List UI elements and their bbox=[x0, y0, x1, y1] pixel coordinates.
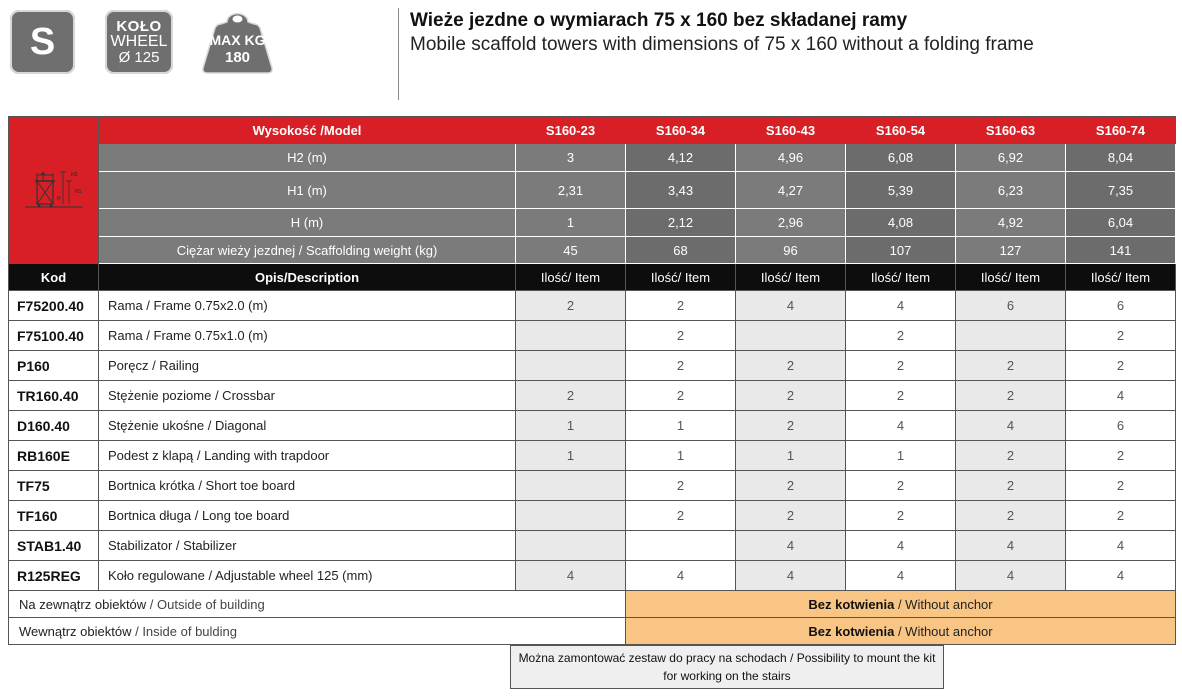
item-quantity: 2 bbox=[516, 381, 626, 411]
item-row bbox=[9, 291, 1176, 321]
dimension-value: 2,96 bbox=[736, 209, 846, 237]
dimension-value: 127 bbox=[956, 237, 1066, 264]
item-code: RB160E bbox=[9, 441, 99, 471]
item-quantity: 2 bbox=[1066, 501, 1176, 531]
item-row bbox=[9, 381, 1176, 411]
item-quantity: 4 bbox=[846, 411, 956, 441]
item-quantity: 2 bbox=[956, 471, 1066, 501]
item-row bbox=[9, 321, 1176, 351]
item-quantity: 2 bbox=[736, 411, 846, 441]
item-quantity: 4 bbox=[846, 531, 956, 561]
item-quantity: 4 bbox=[736, 531, 846, 561]
item-quantity: 1 bbox=[846, 441, 956, 471]
location-label-en: / Inside of bulding bbox=[131, 623, 238, 639]
dimension-row bbox=[9, 209, 1176, 237]
item-quantity: 2 bbox=[956, 501, 1066, 531]
tower-diagram-icon bbox=[23, 167, 85, 211]
item-code: D160.40 bbox=[9, 411, 99, 441]
model-name: S160-74 bbox=[1066, 117, 1176, 144]
dimension-value: 6,08 bbox=[846, 144, 956, 172]
item-quantity: 2 bbox=[1066, 351, 1176, 381]
dimension-value: 1 bbox=[516, 209, 626, 237]
item-quantity: 2 bbox=[736, 501, 846, 531]
item-quantity: 6 bbox=[1066, 411, 1176, 441]
item-quantity: 2 bbox=[626, 501, 736, 531]
item-quantity bbox=[956, 321, 1066, 351]
item-quantity: 4 bbox=[1066, 561, 1176, 591]
dimension-value: 6,04 bbox=[1066, 209, 1176, 237]
item-quantity: 1 bbox=[626, 411, 736, 441]
stairs-note: Można zamontować zestaw do pracy na schodach / Possibility to mount the kit for working on the stairs bbox=[510, 645, 944, 689]
item-quantity: 2 bbox=[1066, 471, 1176, 501]
model-name: S160-63 bbox=[956, 117, 1066, 144]
model-header-label: Wysokość /Model bbox=[99, 117, 516, 144]
item-quantity: 2 bbox=[956, 351, 1066, 381]
dimension-label: H2 (m) bbox=[99, 144, 516, 172]
item-description: Rama / Frame 0.75x2.0 (m) bbox=[99, 291, 516, 321]
header-divider bbox=[398, 8, 399, 100]
item-quantity bbox=[516, 531, 626, 561]
item-quantity: 2 bbox=[1066, 321, 1176, 351]
item-quantity: 2 bbox=[736, 351, 846, 381]
dimension-value: 3 bbox=[516, 144, 626, 172]
title-english: Mobile scaffold towers with dimensions of 75 x 160 without a folding frame bbox=[410, 34, 1034, 55]
max-weight-badge bbox=[200, 10, 275, 74]
anchor-status bbox=[626, 591, 1176, 618]
item-quantity: 1 bbox=[736, 441, 846, 471]
dimension-row bbox=[9, 144, 1176, 172]
item-quantity: 4 bbox=[956, 411, 1066, 441]
anchor-status-en: / Without anchor bbox=[894, 623, 993, 639]
item-quantity: 1 bbox=[516, 441, 626, 471]
dimension-value: 96 bbox=[736, 237, 846, 264]
dimension-value: 68 bbox=[626, 237, 736, 264]
item-count-header: Ilość/ Item bbox=[846, 264, 956, 291]
dimension-value: 3,43 bbox=[626, 172, 736, 209]
item-row bbox=[9, 411, 1176, 441]
item-row bbox=[9, 501, 1176, 531]
item-quantity: 4 bbox=[1066, 381, 1176, 411]
dimension-value: 6,92 bbox=[956, 144, 1066, 172]
dimension-row bbox=[9, 172, 1176, 209]
series-badge bbox=[10, 10, 75, 74]
dimension-value: 8,04 bbox=[1066, 144, 1176, 172]
item-quantity bbox=[736, 321, 846, 351]
dimension-row bbox=[9, 237, 1176, 264]
dimension-value: 4,12 bbox=[626, 144, 736, 172]
dimension-value: 6,23 bbox=[956, 172, 1066, 209]
item-description: Stabilizator / Stabilizer bbox=[99, 531, 516, 561]
item-row bbox=[9, 531, 1176, 561]
diagram-label-h: H bbox=[56, 195, 61, 202]
item-description: Poręcz / Railing bbox=[99, 351, 516, 381]
item-quantity: 1 bbox=[516, 411, 626, 441]
item-description: Rama / Frame 0.75x1.0 (m) bbox=[99, 321, 516, 351]
item-count-header: Ilość/ Item bbox=[956, 264, 1066, 291]
item-quantity: 2 bbox=[626, 471, 736, 501]
item-quantity bbox=[516, 351, 626, 381]
kod-header: Kod bbox=[9, 264, 99, 291]
title-polish: Wieże jezdne o wymiarach 75 x 160 bez składanej ramy bbox=[410, 10, 908, 31]
item-code: P160 bbox=[9, 351, 99, 381]
location-label-pl: Wewnątrz obiektów bbox=[19, 623, 132, 639]
dimension-label: Ciężar wieży jezdnej / Scaffolding weight (kg) bbox=[99, 237, 516, 264]
wheel-badge-line3: Ø 125 bbox=[118, 49, 160, 66]
dimension-value: 7,35 bbox=[1066, 172, 1176, 209]
item-code: TR160.40 bbox=[9, 381, 99, 411]
location-label-en: / Outside of building bbox=[146, 596, 265, 612]
item-code: R125REG bbox=[9, 561, 99, 591]
item-quantity: 1 bbox=[626, 441, 736, 471]
item-quantity: 2 bbox=[846, 321, 956, 351]
item-description: Bortnica długa / Long toe board bbox=[99, 501, 516, 531]
item-quantity: 2 bbox=[626, 291, 736, 321]
item-quantity bbox=[626, 531, 736, 561]
item-count-header: Ilość/ Item bbox=[516, 264, 626, 291]
diagram-label-h1: H1 bbox=[74, 188, 81, 195]
item-count-header: Ilość/ Item bbox=[626, 264, 736, 291]
dimension-value: 4,96 bbox=[736, 144, 846, 172]
item-description: Koło regulowane / Adjustable wheel 125 (mm) bbox=[99, 561, 516, 591]
item-quantity: 2 bbox=[626, 381, 736, 411]
item-quantity bbox=[516, 471, 626, 501]
item-quantity: 2 bbox=[626, 351, 736, 381]
location-label bbox=[9, 618, 626, 645]
model-header-row bbox=[9, 117, 1176, 144]
item-quantity: 2 bbox=[736, 471, 846, 501]
diagram-label-h2: H2 bbox=[70, 171, 77, 178]
dimension-value: 107 bbox=[846, 237, 956, 264]
dimension-value: 4,08 bbox=[846, 209, 956, 237]
model-name: S160-23 bbox=[516, 117, 626, 144]
item-quantity: 4 bbox=[846, 561, 956, 591]
item-quantity: 2 bbox=[846, 381, 956, 411]
dimension-label: H (m) bbox=[99, 209, 516, 237]
model-name: S160-43 bbox=[736, 117, 846, 144]
anchor-status-en: / Without anchor bbox=[894, 596, 993, 612]
item-count-header: Ilość/ Item bbox=[1066, 264, 1176, 291]
item-quantity bbox=[516, 501, 626, 531]
location-label-pl: Na zewnątrz obiektów bbox=[19, 596, 147, 612]
item-quantity: 4 bbox=[846, 291, 956, 321]
model-name: S160-54 bbox=[846, 117, 956, 144]
item-quantity: 2 bbox=[956, 381, 1066, 411]
anchor-row bbox=[9, 591, 1176, 618]
dimension-value: 4,92 bbox=[956, 209, 1066, 237]
item-quantity: 2 bbox=[846, 501, 956, 531]
item-quantity: 4 bbox=[1066, 531, 1176, 561]
wheel-badge-line2: WHEEL bbox=[110, 33, 168, 50]
item-quantity: 6 bbox=[956, 291, 1066, 321]
tower-diagram-cell bbox=[9, 117, 99, 264]
item-row bbox=[9, 351, 1176, 381]
item-quantity: 2 bbox=[516, 291, 626, 321]
item-code: F75200.40 bbox=[9, 291, 99, 321]
dimension-value: 4,27 bbox=[736, 172, 846, 209]
item-quantity: 4 bbox=[736, 561, 846, 591]
item-quantity: 2 bbox=[626, 321, 736, 351]
item-row bbox=[9, 561, 1176, 591]
anchor-row bbox=[9, 618, 1176, 645]
item-count-header: Ilość/ Item bbox=[736, 264, 846, 291]
series-letter: S bbox=[29, 21, 56, 63]
anchor-status bbox=[626, 618, 1176, 645]
item-quantity: 4 bbox=[626, 561, 736, 591]
column-header-row bbox=[9, 264, 1176, 291]
item-code: STAB1.40 bbox=[9, 531, 99, 561]
dimension-value: 2,31 bbox=[516, 172, 626, 209]
wheel-badge-line1: KOŁO bbox=[116, 18, 162, 35]
item-description: Bortnica krótka / Short toe board bbox=[99, 471, 516, 501]
item-quantity: 2 bbox=[1066, 441, 1176, 471]
model-name: S160-34 bbox=[626, 117, 736, 144]
dimension-label: H1 (m) bbox=[99, 172, 516, 209]
location-label bbox=[9, 591, 626, 618]
anchor-status-pl: Bez kotwienia bbox=[808, 623, 895, 639]
anchor-status-pl: Bez kotwienia bbox=[808, 596, 895, 612]
item-quantity: 2 bbox=[956, 441, 1066, 471]
item-row bbox=[9, 471, 1176, 501]
item-code: F75100.40 bbox=[9, 321, 99, 351]
spec-table bbox=[8, 116, 1176, 645]
item-row bbox=[9, 441, 1176, 471]
item-quantity: 2 bbox=[846, 471, 956, 501]
item-quantity: 2 bbox=[736, 381, 846, 411]
item-description: Stężenie poziome / Crossbar bbox=[99, 381, 516, 411]
item-quantity bbox=[516, 321, 626, 351]
item-description: Podest z klapą / Landing with trapdoor bbox=[99, 441, 516, 471]
dimension-value: 5,39 bbox=[846, 172, 956, 209]
wheel-badge bbox=[105, 10, 173, 74]
description-header: Opis/Description bbox=[99, 264, 516, 291]
dimension-value: 141 bbox=[1066, 237, 1176, 264]
dimension-value: 45 bbox=[516, 237, 626, 264]
item-code: TF75 bbox=[9, 471, 99, 501]
item-description: Stężenie ukośne / Diagonal bbox=[99, 411, 516, 441]
dimension-value: 2,12 bbox=[626, 209, 736, 237]
item-quantity: 4 bbox=[736, 291, 846, 321]
max-weight-label: MAX KG bbox=[209, 32, 266, 48]
item-quantity: 4 bbox=[516, 561, 626, 591]
item-quantity: 4 bbox=[956, 531, 1066, 561]
item-code: TF160 bbox=[9, 501, 99, 531]
item-quantity: 6 bbox=[1066, 291, 1176, 321]
item-quantity: 2 bbox=[846, 351, 956, 381]
item-quantity: 4 bbox=[956, 561, 1066, 591]
page-header bbox=[0, 0, 1182, 110]
max-weight-value: 180 bbox=[224, 49, 251, 66]
